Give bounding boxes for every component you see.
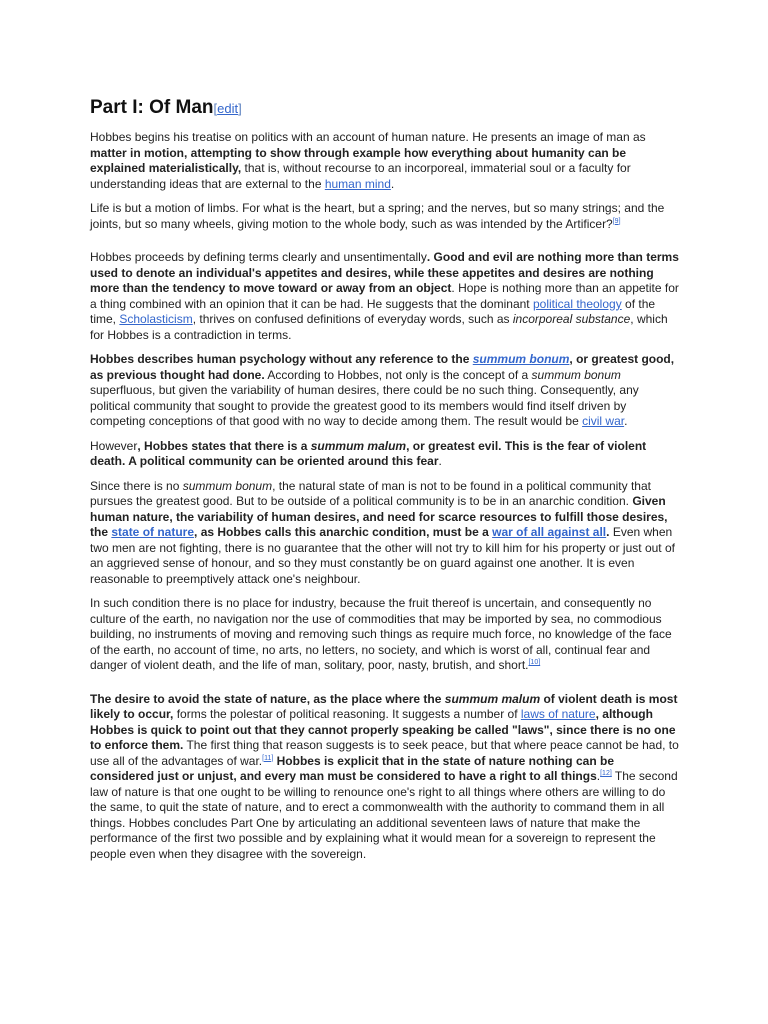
section-title: Part I: Of Man	[90, 97, 214, 118]
link-civil-war[interactable]: civil war	[582, 414, 625, 428]
citation-12[interactable]: [12]	[600, 770, 612, 777]
quote-paragraph-2: In such condition there is no place for industry, because the fruit thereof is uncertain, and consequently no culture of the earth, no navigation nor the use of commodities that may be imported by sea, no commodious building, no instruments of moving and removing such things as require much force, no knowledge of the face of the earth, no account of time, no arts, no letters, no society, and which is worst of all, continual fear and danger of violent death, and the life of man, solitary, poor, nasty, brutish, and short.[10]	[90, 596, 672, 672]
paragraph-6: Since there is no summum bonum, the natural state of man is not to be found in a political community that pursues the greatest good. But to be outside of a political community is to be in an anarchic condition. Given human nature, the variability of human desires, and need for scarce resources to fulfill those desires, the state of nature, as Hobbes calls this anarchic condition, must be a war of all against all. Even when two men are not fighting, there is no guarantee that the other will not try to kill him for his property or just out of an aggrieved sense of honour, and so they must constantly be on guard against one another. It is even reasonable to preemptively attack one's neighbour.	[90, 478, 675, 586]
citation-11[interactable]: [11]	[262, 754, 274, 762]
paragraph-1: Hobbes begins his treatise on politics with an account of human nature. He presents an image of man as matter in motion, attempting to show through example how everything about humanity can be explained materialistically, that is, without recourse to an incorporeal, immaterial soul or a faculty for understanding ideas that are external to the human mind.	[90, 130, 646, 191]
citation-9[interactable]: [9]	[612, 217, 621, 225]
link-war-of-all-against-all[interactable]: war of all against all	[492, 525, 607, 539]
section-heading	[90, 96, 680, 121]
paragraph-3: Hobbes proceeds by defining terms clearly and unsentimentally. Good and evil are nothing more than terms used to denote an individual's appetites and desires, while these appetites and desires are nothing more than the tendency to move toward or away from an object. Hope is nothing more than an appetite for a thing combined with an opinion that it can be had. He suggests that the dominant political theology of the time, Scholasticism, thrives on confused definitions of everyday words, such as incorporeal substance, which for Hobbes is a contradiction in terms.	[90, 250, 679, 342]
link-human-mind[interactable]: human mind	[324, 176, 391, 191]
citation-10[interactable]: [10]	[528, 659, 541, 666]
article-section	[90, 96, 680, 871]
paragraph-8: The desire to avoid the state of nature, as the place where the summum malum of violent death is most likely to occur, forms the polestar of political reasoning. It suggests a number of laws of nature, although Hobbes is quick to point out that they cannot properly speaking be called "laws", since there is no one to enforce them. The first thing that reason suggests is to seek peace, but that where peace cannot be had, to use all of the advantages of war.[11] Hobbes is explicit that in the state of nature nothing can be considered just or unjust, and every man must be considered to have a right to all things.[12] The second law of nature is that one ought to be willing to renounce one's right to all things where others are willing to do the same, to quit the state of nature, and to erect a commonwealth with the authority to command them in all things. Hobbes concludes Part One by articulating an additional seventeen laws of nature that make the performance of the first two possible and by explaining what it would mean for a sovereign to represent the people even when they disagree with the sovereign.	[90, 691, 679, 861]
link-political-theology[interactable]: political theology	[532, 296, 622, 311]
paragraph-5: However, Hobbes states that there is a summum malum, or greatest evil. This is the fear of violent death. A political community can be oriented around this fear.	[90, 438, 647, 468]
link-state-of-nature[interactable]: state of nature	[111, 525, 195, 539]
link-scholasticism[interactable]: Scholasticism	[119, 312, 193, 326]
edit-section-link[interactable]: [edit]	[213, 101, 242, 116]
quote-paragraph-1: Life is but a motion of limbs. For what is the heart, but a spring; and the nerves, but so many strings; and the joints, but so many wheels, giving motion to the whole body, such as was intended by the Artificer?[9]	[90, 201, 665, 231]
link-laws-of-nature[interactable]: laws of nature	[520, 707, 596, 721]
paragraph-4: Hobbes describes human psychology without any reference to the summum bonum, or greatest good, as previous thought had done. According to Hobbes, not only is the concept of a summum bonum superfluous, but given the variability of human desires, there could be no such thing. Consequently, any political community that sought to provide the greatest good to its members would find itself driven by competing conceptions of that good with no way to decide among them. The result would be civil war.	[90, 352, 675, 428]
link-summum-bonum[interactable]: summum bonum	[472, 352, 570, 366]
